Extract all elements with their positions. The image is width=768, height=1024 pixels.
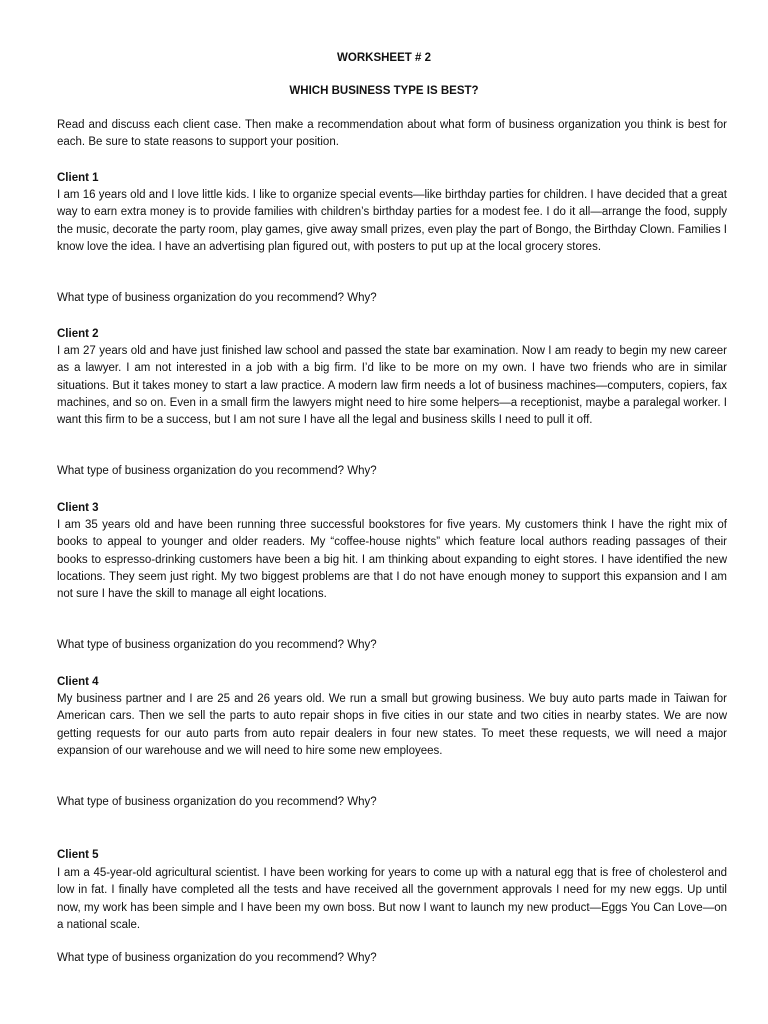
intro-paragraph: Read and discuss each client case. Then make a recommendation about what form of business organization you think is best for each. Be sure to state reasons to support your position. — [57, 119, 727, 149]
client-4-question: What type of business organization do you recommend? Why? — [57, 796, 377, 808]
client-5-title: Client 5 — [57, 849, 99, 861]
page-title: WHICH BUSINESS TYPE IS BEST? — [289, 85, 479, 97]
client-5-question: What type of business organization do you recommend? Why? — [57, 952, 377, 964]
client-3-text: I am 35 years old and have been running three successful bookstores for five years. My customers think I have the right mix of books to appeal to younger and older readers. My “coffee-house nights” which feature local authors reading passages of their books to espresso-drinking customers have been a big hit. I am thinking about expanding to eight stores. I have identified the new locations. They seem just right. My two biggest problems are that I do not have enough money to support this expansion and I am not sure I have the skill to manage all eight locations. — [57, 519, 727, 601]
worksheet-label: WORKSHEET # 2 — [337, 52, 431, 64]
client-5-text: I am a 45-year-old agricultural scientist. I have been working for years to come up with a natural egg that is free of cholesterol and low in fat. I finally have completed all the tests and have received all the government approvals I need for my new eggs. Up until now, my work has been simple and I have been my own boss. But now I want to launch my new product—Eggs You Can Love—on a national scale. — [57, 867, 727, 931]
client-2-text: I am 27 years old and have just finished law school and passed the state bar examination. Now I am ready to begin my new career as a lawyer. I am not interested in a job with a big firm. I’d like to be more on my own. I have two friends who are in similar situations. But it takes money to start a law practice. A modern law firm needs a lot of business machines—computers, copiers, fax machines, and so on. Even in a small firm the lawyers might need to hire some helpers—a receptionist, maybe a paralegal worker. I want this firm to be a success, but I am not sure I have all the legal and business skills I need to pull it off. — [57, 345, 727, 427]
client-2-title: Client 2 — [57, 328, 99, 340]
client-1-text: I am 16 years old and I love little kids. I like to organize special events—like birthday parties for children. I have decided that a great way to earn extra money is to provide families with children’s birthday parties for a modest fee. I do it all—arrange the food, supply the music, decorate the party room, play games, give away small prizes, even play the part of Bongo, the Birthday Clown. Families I know love the idea. I have an advertising plan figured out, with posters to put up at the local grocery stores. — [57, 189, 727, 253]
client-4-title: Client 4 — [57, 676, 99, 688]
client-4-text: My business partner and I are 25 and 26 years old. We run a small but growing business. We buy auto parts made in Taiwan for American cars. Then we sell the parts to auto repair shops in five cities in our state and two cities in nearby states. We are now getting requests for our auto parts from auto repair dealers in four new states. To meet these requests, we will need a major expansion of our warehouse and we will need to hire some new employees. — [57, 693, 727, 757]
client-1-question: What type of business organization do you recommend? Why? — [57, 292, 377, 304]
client-3-question: What type of business organization do you recommend? Why? — [57, 639, 377, 651]
client-1-title: Client 1 — [57, 172, 99, 184]
client-2-question: What type of business organization do you recommend? Why? — [57, 465, 377, 477]
client-3-title: Client 3 — [57, 502, 99, 514]
